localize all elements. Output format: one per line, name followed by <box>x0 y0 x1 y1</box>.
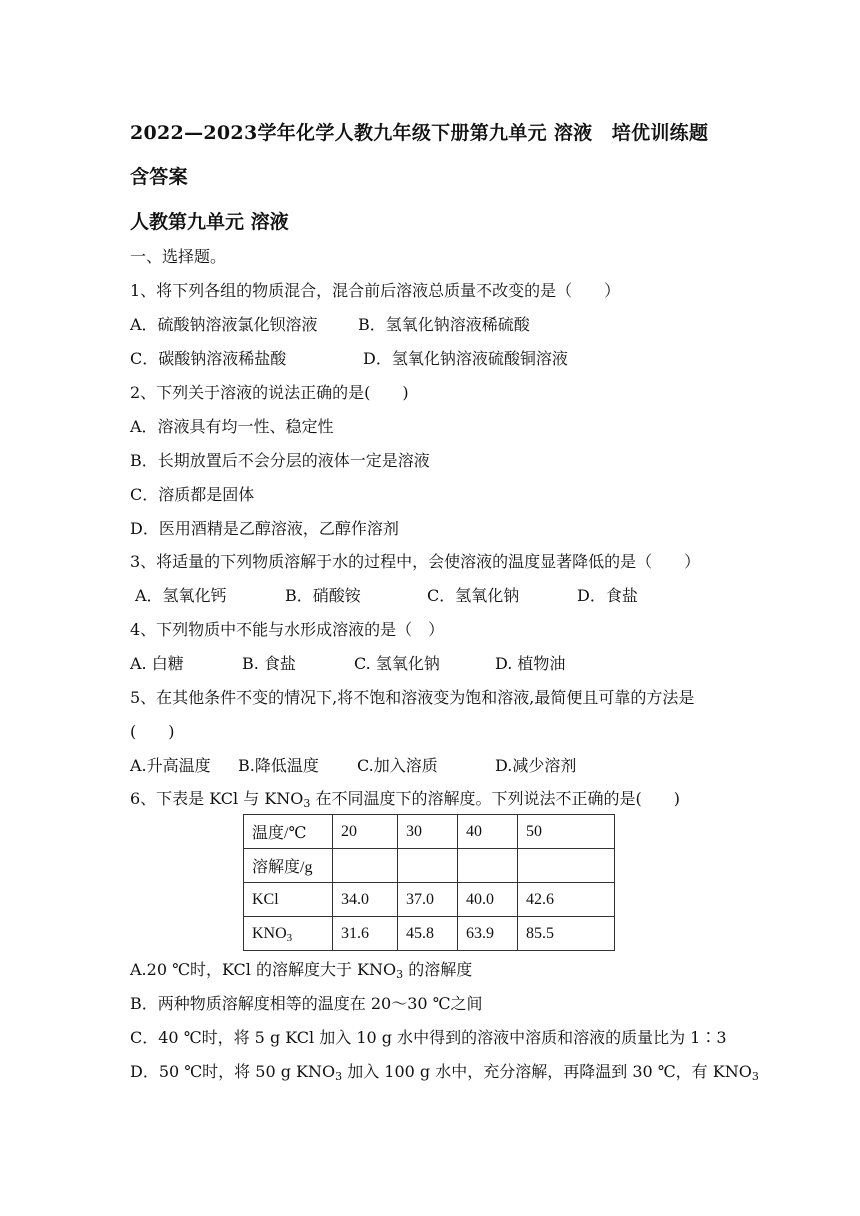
q5-option-c: C.加入溶质 <box>357 756 438 775</box>
q2-option-c: C．溶质都是固体 <box>130 485 255 504</box>
table-cell: 31.6 <box>333 917 398 951</box>
table-cell <box>458 849 518 883</box>
table-row-temperature <box>244 815 615 849</box>
table-cell: 42.6 <box>518 883 615 917</box>
q1-option-b: B．氢氧化钠溶液稀硫酸 <box>358 315 530 334</box>
question-4-options <box>130 653 565 675</box>
q4-option-c: C. 氢氧化钠 <box>354 654 440 673</box>
table-row-solubility-label <box>244 849 615 883</box>
question-3-options <box>135 585 638 607</box>
table-cell: KCl <box>244 883 333 917</box>
q2-option-a: A．溶液具有均一性、稳定性 <box>130 417 334 436</box>
question-1-stem: 1、将下列各组的物质混合，混合前后溶液总质量不改变的是（ ） <box>130 281 621 300</box>
table-cell: 温度/℃ <box>244 815 333 849</box>
table-cell: 63.9 <box>458 917 518 951</box>
table-cell: 50 <box>518 815 615 849</box>
table-cell: 40 <box>458 815 518 849</box>
question-6-stem: 6、下表是 KCl 与 $KNO_3$ 在不同温度下的溶解度。下列说法不正确的是( ) <box>130 789 680 810</box>
q2-option-b: B．长期放置后不会分层的液体一定是溶液 <box>130 451 430 470</box>
q5-option-a: A.升高温度 <box>130 756 211 775</box>
q5-option-d: D.减少溶剂 <box>495 756 577 775</box>
table-cell: 85.5 <box>518 917 615 951</box>
q1-option-a: A．硫酸钠溶液氯化钡溶液 <box>130 315 318 334</box>
unit-title: 人教第九单元 溶液 <box>130 211 289 233</box>
table-cell <box>518 849 615 883</box>
table-cell: $KNO_3$ <box>244 917 333 951</box>
table-row-kno3 <box>244 917 615 951</box>
q4-option-a: A. 白糖 <box>130 654 184 673</box>
q3-option-a: A．氢氧化钙 <box>135 586 227 605</box>
question-5-stem: 5、在其他条件不变的情况下,将不饱和溶液变为饱和溶液,最简便且可靠的方法是 <box>130 688 695 707</box>
table-cell <box>333 849 398 883</box>
table-cell: 34.0 <box>333 883 398 917</box>
q3-option-b: B．硝酸铵 <box>285 586 361 605</box>
question-2-stem: 2、下列关于溶液的说法正确的是( ) <box>130 383 409 402</box>
table-cell: 40.0 <box>458 883 518 917</box>
q3-option-d: D．食盐 <box>577 586 638 605</box>
q1-option-c: C．碳酸钠溶液稀盐酸 <box>130 349 287 368</box>
q5-option-b: B.降低温度 <box>238 756 319 775</box>
question-1-options-cd <box>130 348 568 370</box>
solubility-table <box>243 814 615 951</box>
table-cell: 20 <box>333 815 398 849</box>
table-cell: 30 <box>398 815 458 849</box>
question-5-stem-continued: ( ) <box>130 722 175 741</box>
q1-option-d: D．氢氧化钠溶液硫酸铜溶液 <box>363 349 568 368</box>
q6-option-c: C．40 ℃时，将 5 g KCl 加入 10 g 水中得到的溶液中溶质和溶液的质量比为 1∶3 <box>130 1028 727 1047</box>
table-cell: 37.0 <box>398 883 458 917</box>
table-row-kcl <box>244 883 615 917</box>
table-cell: 45.8 <box>398 917 458 951</box>
table-cell: 溶解度/g <box>244 849 333 883</box>
section-heading: 一、选择题。 <box>130 247 227 266</box>
document-title: 2022—2023学年化学人教九年级下册第九单元 溶液 培优训练题 <box>130 122 709 144</box>
question-1-options-ab <box>130 314 530 336</box>
q2-option-d: D．医用酒精是乙醇溶液，乙醇作溶剂 <box>130 519 399 538</box>
q4-option-b: B. 食盐 <box>242 654 296 673</box>
q3-option-c: C．氢氧化钠 <box>427 586 520 605</box>
q4-option-d: D. 植物油 <box>495 654 566 673</box>
question-5-options <box>130 755 576 777</box>
table-cell <box>398 849 458 883</box>
document-title-continued: 含答案 <box>130 166 188 188</box>
question-3-stem: 3、将适量的下列物质溶解于水的过程中，会使溶液的温度显著降低的是（ ） <box>130 552 701 571</box>
q6-option-d: D．50 ℃时，将 50 g $KNO_3$ 加入 100 g 水中，充分溶解，再降温到 30 ℃，有 $KNO_3$ <box>130 1062 759 1083</box>
question-4-stem: 4、下列物质中不能与水形成溶液的是（ ） <box>130 620 445 639</box>
q6-option-a: A.20 ℃时，KCl 的溶解度大于 $KNO_3$ 的溶解度 <box>130 960 473 981</box>
q6-option-b: B．两种物质溶解度相等的温度在 20～30 ℃之间 <box>130 994 483 1013</box>
